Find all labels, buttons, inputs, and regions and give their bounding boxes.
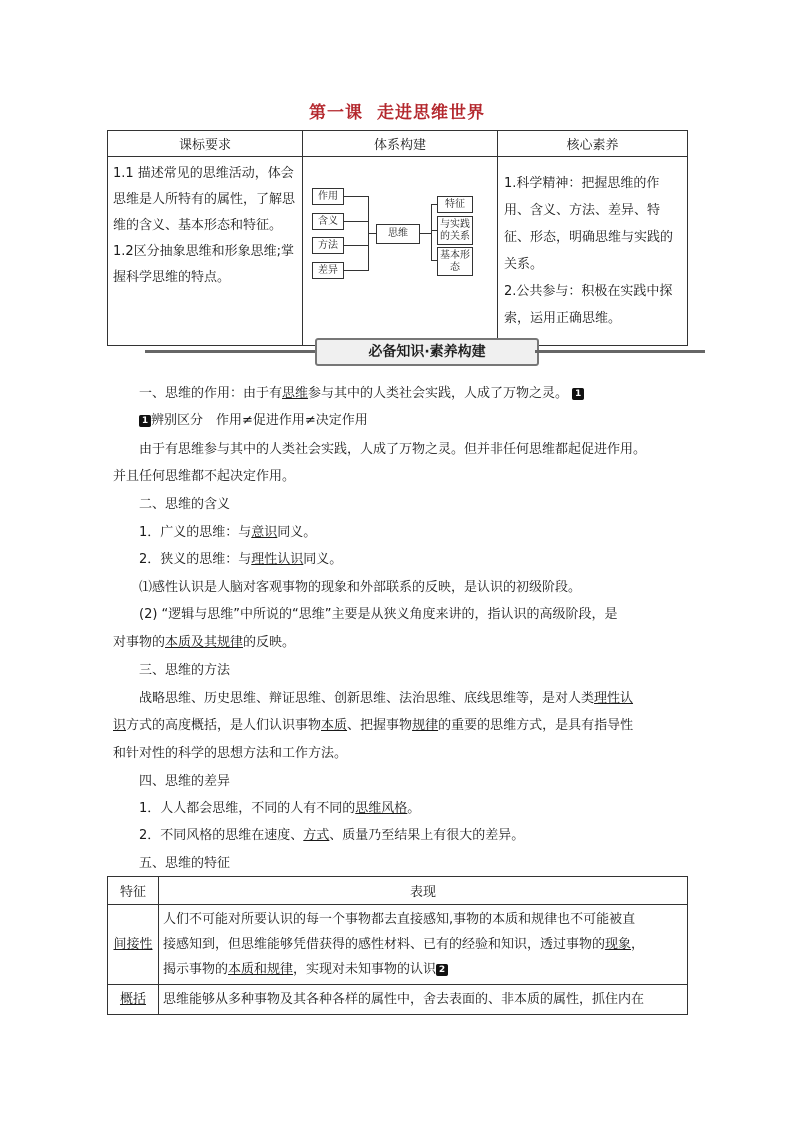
literacy-1: 1.科学精神：把握思维的作用、含义、方法、差异、特征、形态，明确思维与实践的关系。 — [504, 176, 674, 272]
diagram-node-feature: 特征 — [437, 196, 473, 213]
diagram-node-method: 方法 — [312, 237, 344, 254]
literacy-cell — [498, 157, 688, 346]
distinguish-note: 1 辨别区分 作用≠促进作用≠决定作用 — [113, 409, 715, 428]
requirements-cell — [108, 157, 303, 346]
requirement-1: 1.1 描述常见的思维活动，体会思维是人所特有的属性，了解思维的含义、基本形态和特征。 — [113, 166, 296, 233]
diagram-connector — [368, 233, 376, 234]
feature-desc: 思维能够从多种事物及其各种各样的属性中，舍去表面的、非本质的属性，抓住内在 — [159, 985, 688, 1015]
title-topic: 走进思维世界 — [377, 103, 485, 123]
feature-header-desc: 表现 — [159, 877, 688, 905]
diagram-connector — [431, 204, 432, 261]
paragraph-line: 2．狭义的思维：与理性认识同义。 — [139, 552, 343, 567]
paragraph-line: 对事物的本质及其规律的反映。 — [113, 635, 296, 650]
paragraph-line: 战略思维、历史思维、辩证思维、创新思维、法治思维、底线思维等，是对人类理性认 — [139, 691, 634, 706]
heading-function: 一、思维的作用：由于有思维参与其中的人类社会实践，人成了万物之灵。 1 — [113, 382, 715, 401]
note-marker-icon: 1 — [139, 415, 151, 427]
diagram-node-difference: 差异 — [312, 262, 344, 279]
header-framework: 体系构建 — [303, 131, 498, 157]
diagram-node-meaning: 含义 — [312, 213, 344, 230]
feature-desc: 人们不可能对所要认识的每一个事物都去直接感知,事物的本质和规律也不可能被直 接感知到，但思维能够凭借获得的感性材料、已有的经验和知识，透过事物的现象， 揭示事物的本质和规律，实现对未知事物的认识 2 — [159, 905, 688, 985]
heading-meaning: 二、思维的含义 — [139, 497, 231, 512]
paragraph-line: 2．不同风格的思维在速度、方式、质量乃至结果上有很大的差异。 — [139, 828, 525, 843]
paragraph-line: ⑴感性认识是人脑对客观事物的现象和外部联系的反映，是认识的初级阶段。 — [139, 580, 582, 595]
paragraph-line: 和针对性的科学的思想方法和工作方法。 — [113, 746, 348, 761]
diagram-connector — [343, 270, 368, 271]
heading-method: 三、思维的方法 — [139, 663, 231, 678]
paragraph-line: (2) “逻辑与思维”中所说的“思维”主要是从狭义角度来讲的，指认识的高级阶段，是 — [139, 607, 618, 622]
paragraph-line: 1．人人都会思维，不同的人有不同的思维风格。 — [139, 801, 421, 816]
paragraph-line: 由于有思维参与其中的人类社会实践，人成了万物之灵。但并非任何思维都起促进作用。 — [139, 442, 647, 457]
feature-name: 间接性 — [108, 905, 159, 985]
paragraph-line: 1．广义的思维：与意识同义。 — [139, 525, 317, 540]
framework-cell — [303, 157, 498, 346]
feature-table — [107, 876, 688, 1015]
page-title — [0, 98, 794, 123]
header-literacy: 核心素养 — [498, 131, 688, 157]
overview-table — [107, 130, 688, 346]
feature-header-name: 特征 — [108, 877, 159, 905]
diagram-node-center: 思维 — [376, 224, 420, 244]
section-banner — [145, 338, 705, 364]
diagram-connector — [343, 221, 368, 222]
diagram-node-practice: 与实践的关系 — [437, 216, 473, 245]
diagram-connector — [343, 196, 368, 197]
diagram-connector — [419, 233, 431, 234]
banner-rule-right — [535, 350, 705, 353]
heading-feature: 五、思维的特征 — [139, 856, 231, 871]
banner-label: 必备知识·素养构建 — [315, 338, 539, 366]
diagram-node-form: 基本形态 — [437, 247, 473, 276]
diagram-connector — [343, 245, 368, 246]
heading-difference: 四、思维的差异 — [139, 774, 231, 789]
concept-diagram — [304, 158, 494, 322]
note-marker-icon: 1 — [572, 388, 584, 400]
paragraph-line: 并且任何思维都不起决定作用。 — [113, 469, 296, 484]
diagram-node-function: 作用 — [312, 188, 344, 205]
note-marker-icon: 2 — [436, 964, 448, 976]
requirement-2: 1.2区分抽象思维和形象思维;掌握科学思维的特点。 — [113, 244, 295, 285]
title-lesson: 第一课 — [309, 103, 363, 123]
literacy-2: 2.公共参与：积极在实践中探索，运用正确思维。 — [504, 284, 673, 326]
header-requirements: 课标要求 — [108, 131, 303, 157]
feature-name: 概括 — [108, 985, 159, 1015]
banner-rule-left — [145, 350, 315, 353]
paragraph-line: 识方式的高度概括，是人们认识事物本质、把握事物规律的重要的思维方式，是具有指导性 — [113, 718, 634, 733]
